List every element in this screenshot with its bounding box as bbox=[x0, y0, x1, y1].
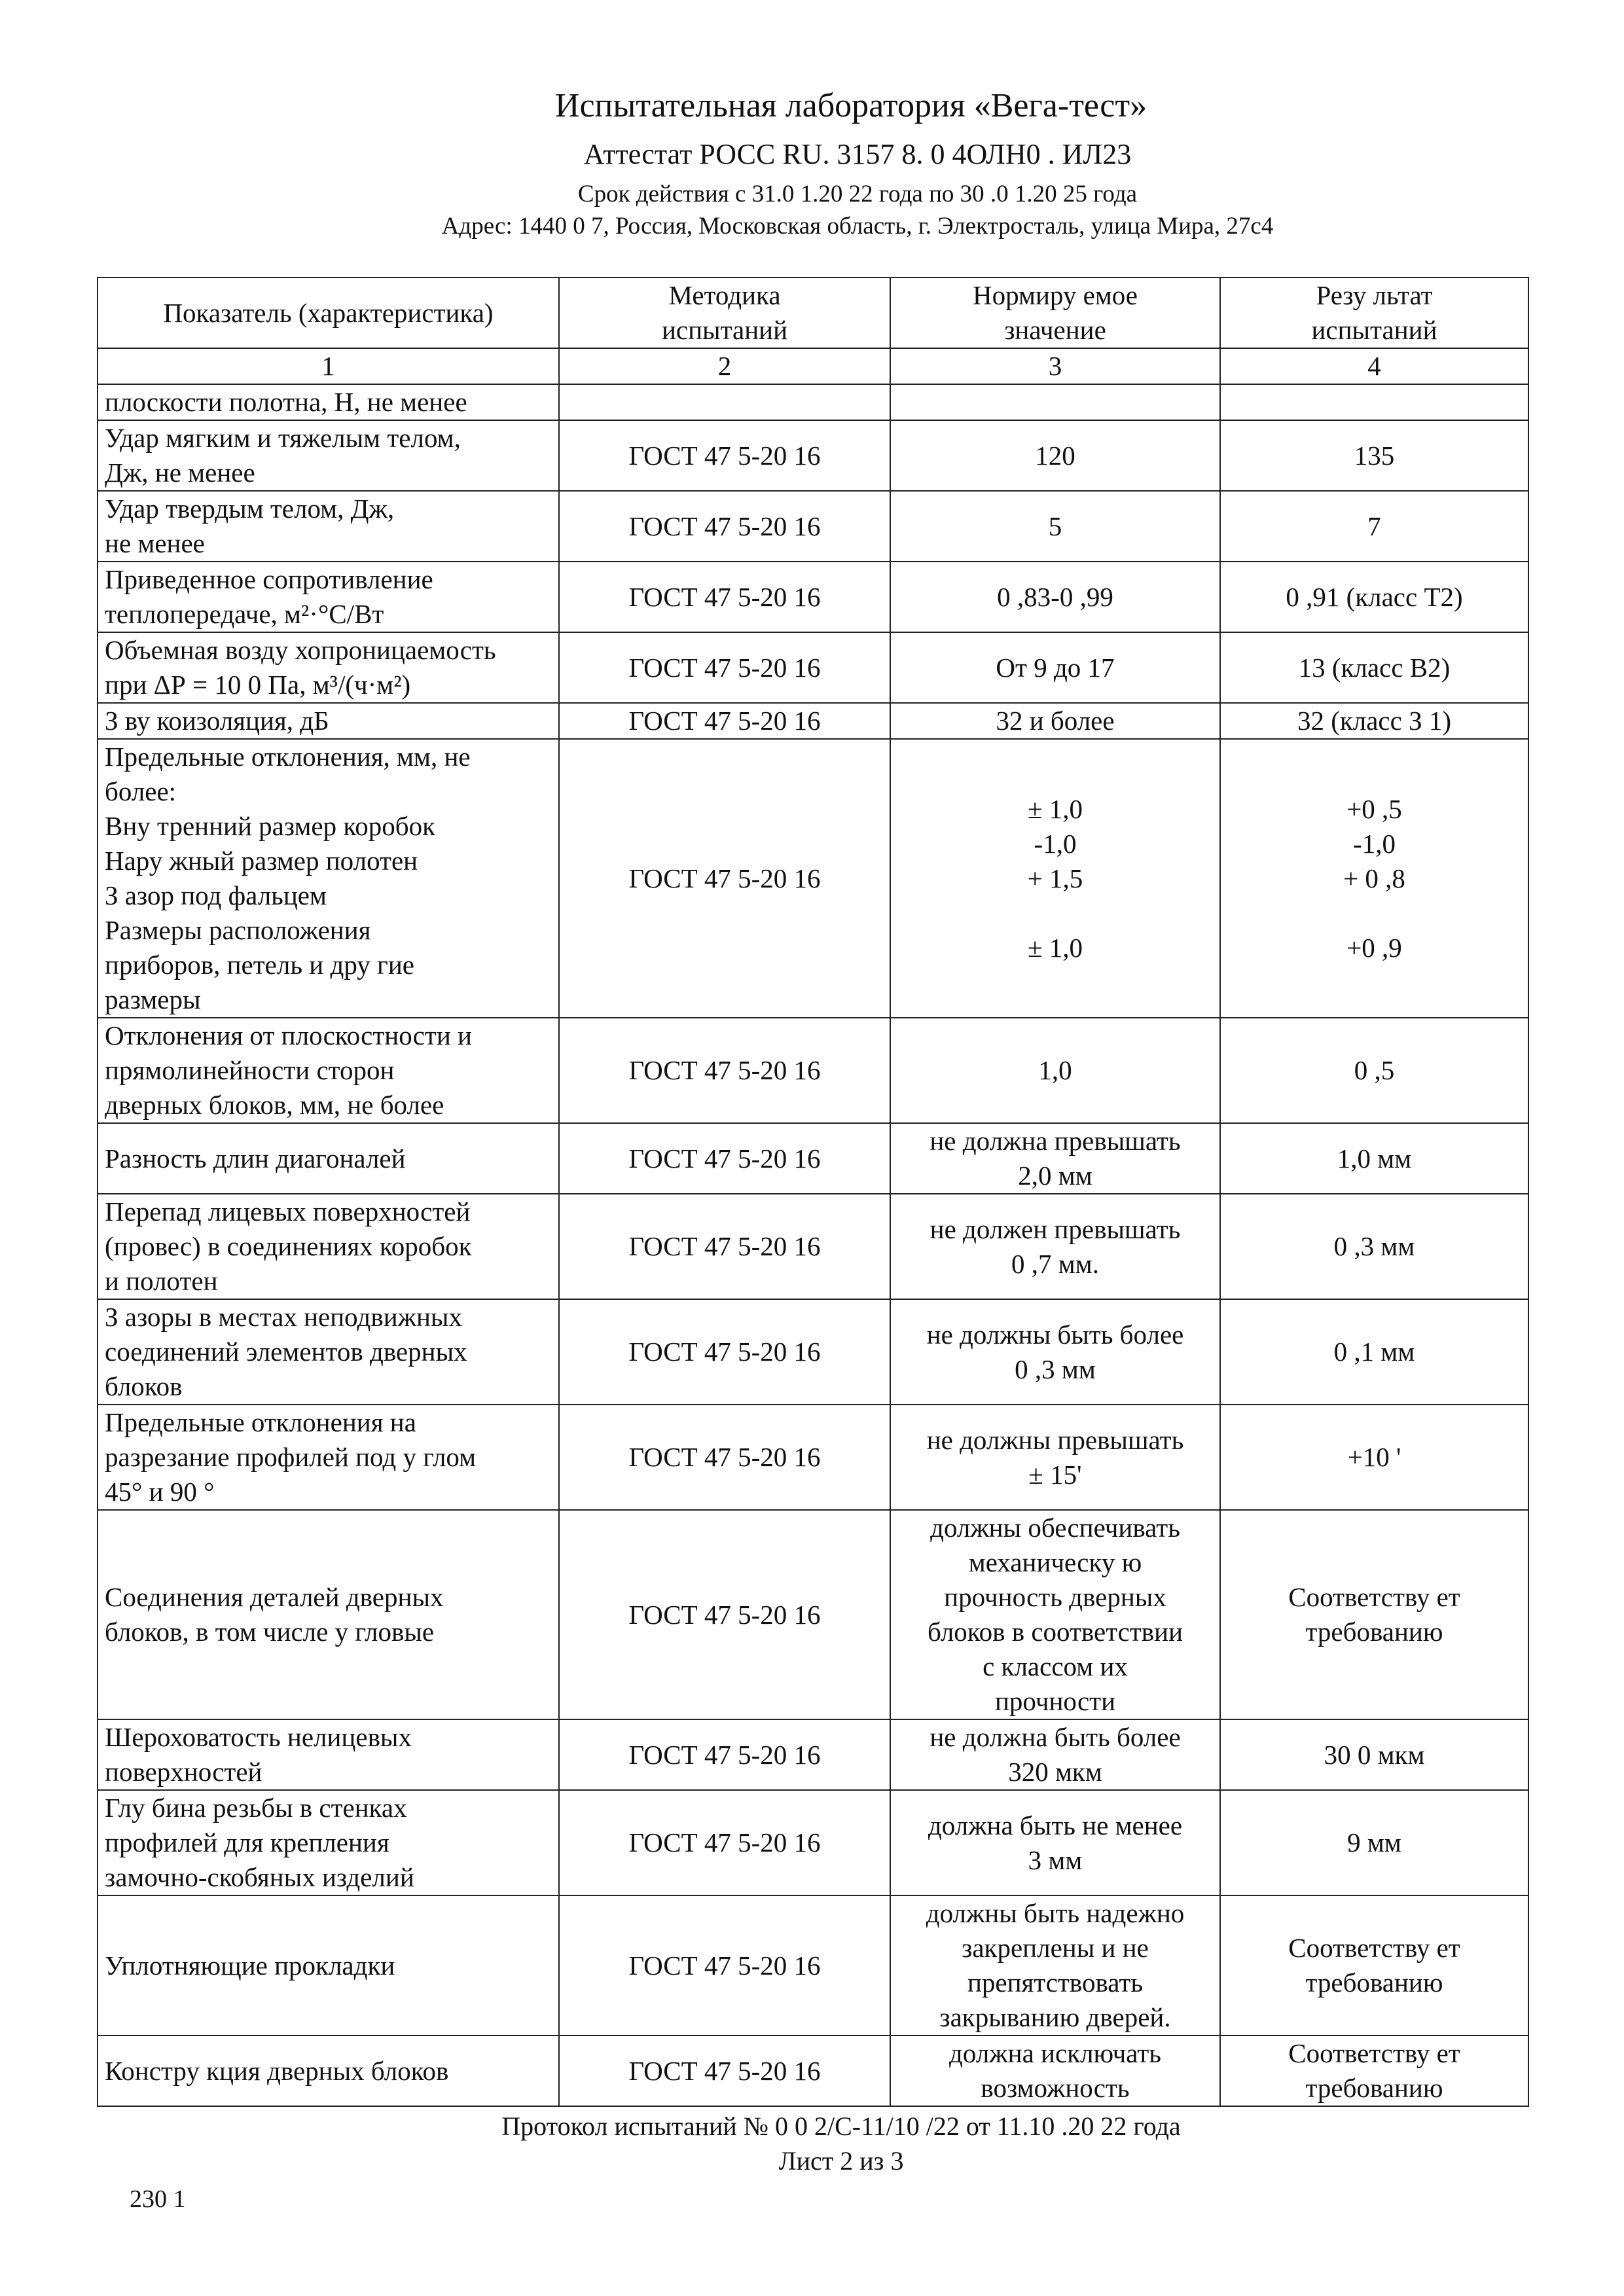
table-row bbox=[98, 1405, 1528, 1510]
cell-indicator: Уплотняющие прокладки bbox=[98, 1895, 559, 2036]
validity-period: Срок действия с 31.0 1.20 22 года по 30 .0 1.20 25 года bbox=[577, 181, 1138, 207]
cell-indicator: Удар мягким и тяжелым телом, Дж, не менее bbox=[98, 420, 559, 491]
table-row bbox=[98, 1719, 1528, 1790]
cell-indicator: З азоры в местах неподвижных соединений элементов дверных блоков bbox=[98, 1299, 559, 1405]
lab-title: Испытательная лаборатория «Вега-тест» bbox=[554, 87, 1147, 124]
cell-norm: не должны превышать ± 15' bbox=[890, 1405, 1220, 1510]
column-number: 3 bbox=[890, 348, 1220, 384]
cell-norm: От 9 до 17 bbox=[890, 632, 1220, 703]
cell-result: 9 мм bbox=[1220, 1790, 1528, 1895]
cell-indicator: плоскости полотна, Н, не менее bbox=[98, 384, 559, 420]
cell-indicator: Перепад лицевых поверхностей (провес) в соединениях коробок и полотен bbox=[98, 1194, 559, 1299]
cell-method: ГОСТ 47 5-20 16 bbox=[559, 1299, 890, 1405]
cell-method: ГОСТ 47 5-20 16 bbox=[559, 420, 890, 491]
cell-indicator: Соединения деталей дверных блоков, в том числе у гловые bbox=[98, 1510, 559, 1719]
cell-indicator: Констру кция дверных блоков bbox=[98, 2036, 559, 2106]
table-row bbox=[98, 1510, 1528, 1719]
cell-method bbox=[559, 384, 890, 420]
table-row bbox=[98, 420, 1528, 491]
cell-method: ГОСТ 47 5-20 16 bbox=[559, 1194, 890, 1299]
header-result: Резу льтат испытаний bbox=[1220, 278, 1528, 348]
table-row bbox=[98, 1895, 1528, 2036]
cell-result: 135 bbox=[1220, 420, 1528, 491]
cell-result: 7 bbox=[1220, 491, 1528, 562]
cell-indicator: Предельные отклонения на разрезание профилей под у глом 45° и 90 ° bbox=[98, 1405, 559, 1510]
cell-norm: должна быть не менее 3 мм bbox=[890, 1790, 1220, 1895]
cell-norm: ± 1,0 -1,0 + 1,5 ± 1,0 bbox=[890, 739, 1220, 1018]
cell-result: 0 ,1 мм bbox=[1220, 1299, 1528, 1405]
cell-norm: 1,0 bbox=[890, 1018, 1220, 1123]
header-indicator: Показатель (характеристика) bbox=[98, 278, 559, 348]
cell-indicator: Шероховатость нелицевых поверхностей bbox=[98, 1719, 559, 1790]
cell-result: +10 ' bbox=[1220, 1405, 1528, 1510]
sheet-number: Лист 2 из 3 bbox=[778, 2146, 904, 2176]
table-row bbox=[98, 384, 1528, 420]
cell-norm: не должна быть более 320 мкм bbox=[890, 1719, 1220, 1790]
table-header-row bbox=[98, 278, 1528, 348]
cell-result: Соответству ет требованию bbox=[1220, 1510, 1528, 1719]
table-row bbox=[98, 1790, 1528, 1895]
cell-result: 32 (класс З 1) bbox=[1220, 703, 1528, 739]
cell-result: 13 (класс В2) bbox=[1220, 632, 1528, 703]
cell-indicator: Удар твердым телом, Дж, не менее bbox=[98, 491, 559, 562]
cell-method: ГОСТ 47 5-20 16 bbox=[559, 703, 890, 739]
cell-result: 30 0 мкм bbox=[1220, 1719, 1528, 1790]
table-row bbox=[98, 1018, 1528, 1123]
column-number: 2 bbox=[559, 348, 890, 384]
cell-norm: не должен превышать 0 ,7 мм. bbox=[890, 1194, 1220, 1299]
cell-method: ГОСТ 47 5-20 16 bbox=[559, 1510, 890, 1719]
table-row bbox=[98, 562, 1528, 632]
cell-indicator: Разность длин диагоналей bbox=[98, 1123, 559, 1194]
cell-norm: должны обеспечивать механическу ю прочность дверных блоков в соответствии с классом их прочности bbox=[890, 1510, 1220, 1719]
cell-result bbox=[1220, 384, 1528, 420]
cell-norm bbox=[890, 384, 1220, 420]
cell-norm: 5 bbox=[890, 491, 1220, 562]
cell-method: ГОСТ 47 5-20 16 bbox=[559, 2036, 890, 2106]
table-row bbox=[98, 2036, 1528, 2106]
cell-result: +0 ,5 -1,0 + 0 ,8 +0 ,9 bbox=[1220, 739, 1528, 1018]
column-number-row bbox=[98, 348, 1528, 384]
table-row bbox=[98, 1123, 1528, 1194]
table-row bbox=[98, 703, 1528, 739]
cell-result: 1,0 мм bbox=[1220, 1123, 1528, 1194]
cell-method: ГОСТ 47 5-20 16 bbox=[559, 491, 890, 562]
protocol-reference: Протокол испытаний № 0 0 2/С-11/10 /22 от 11.10 .20 22 года bbox=[501, 2111, 1181, 2141]
results-table bbox=[97, 277, 1529, 2107]
header-norm: Нормиру емое значение bbox=[890, 278, 1220, 348]
cell-result: 0 ,91 (класс Т2) bbox=[1220, 562, 1528, 632]
cell-result: 0 ,3 мм bbox=[1220, 1194, 1528, 1299]
cell-norm: должны быть надежно закреплены и не препятствовать закрыванию дверей. bbox=[890, 1895, 1220, 2036]
cell-method: ГОСТ 47 5-20 16 bbox=[559, 632, 890, 703]
table-row bbox=[98, 739, 1528, 1018]
cell-method: ГОСТ 47 5-20 16 bbox=[559, 1018, 890, 1123]
cell-indicator: Объемная возду хопроницаемость при ΔР = 10 0 Па, м³/(ч·м²) bbox=[98, 632, 559, 703]
cell-norm: 0 ,83-0 ,99 bbox=[890, 562, 1220, 632]
table-row bbox=[98, 1299, 1528, 1405]
cell-norm: не должны быть более 0 ,3 мм bbox=[890, 1299, 1220, 1405]
document-code: 230 1 bbox=[130, 2185, 186, 2213]
cell-indicator: Отклонения от плоскостности и прямолинейности сторон дверных блоков, мм, не более bbox=[98, 1018, 559, 1123]
cell-indicator: Предельные отклонения, мм, не более: Вну тренний размер коробок Нару жный размер полотен З азор под фальцем Размеры расположения приборов, петель и дру гие размеры bbox=[98, 739, 559, 1018]
cell-norm: должна исключать возможность bbox=[890, 2036, 1220, 2106]
cell-norm: 32 и более bbox=[890, 703, 1220, 739]
cell-method: ГОСТ 47 5-20 16 bbox=[559, 1719, 890, 1790]
cell-indicator: Приведенное сопротивление теплопередаче, м²·°С/Вт bbox=[98, 562, 559, 632]
table-row bbox=[98, 632, 1528, 703]
cell-method: ГОСТ 47 5-20 16 bbox=[559, 562, 890, 632]
column-number: 4 bbox=[1220, 348, 1528, 384]
cell-norm: не должна превышать 2,0 мм bbox=[890, 1123, 1220, 1194]
cell-method: ГОСТ 47 5-20 16 bbox=[559, 1790, 890, 1895]
cell-norm: 120 bbox=[890, 420, 1220, 491]
certificate-number: Аттестат РОСС RU. 3157 8. 0 4ОЛН0 . ИЛ23 bbox=[583, 138, 1132, 170]
column-number: 1 bbox=[98, 348, 559, 384]
cell-result: Соответству ет требованию bbox=[1220, 2036, 1528, 2106]
cell-indicator: З ву коизоляция, дБ bbox=[98, 703, 559, 739]
cell-method: ГОСТ 47 5-20 16 bbox=[559, 1405, 890, 1510]
header-method: Методика испытаний bbox=[559, 278, 890, 348]
cell-method: ГОСТ 47 5-20 16 bbox=[559, 1123, 890, 1194]
lab-address: Адрес: 1440 0 7, Россия, Московская область, г. Электросталь, улица Мира, 27с4 bbox=[441, 213, 1274, 240]
cell-indicator: Глу бина резьбы в стенках профилей для крепления замочно-скобяных изделий bbox=[98, 1790, 559, 1895]
cell-result: Соответству ет требованию bbox=[1220, 1895, 1528, 2036]
table-row bbox=[98, 1194, 1528, 1299]
cell-method: ГОСТ 47 5-20 16 bbox=[559, 739, 890, 1018]
table-row bbox=[98, 491, 1528, 562]
cell-result: 0 ,5 bbox=[1220, 1018, 1528, 1123]
cell-method: ГОСТ 47 5-20 16 bbox=[559, 1895, 890, 2036]
